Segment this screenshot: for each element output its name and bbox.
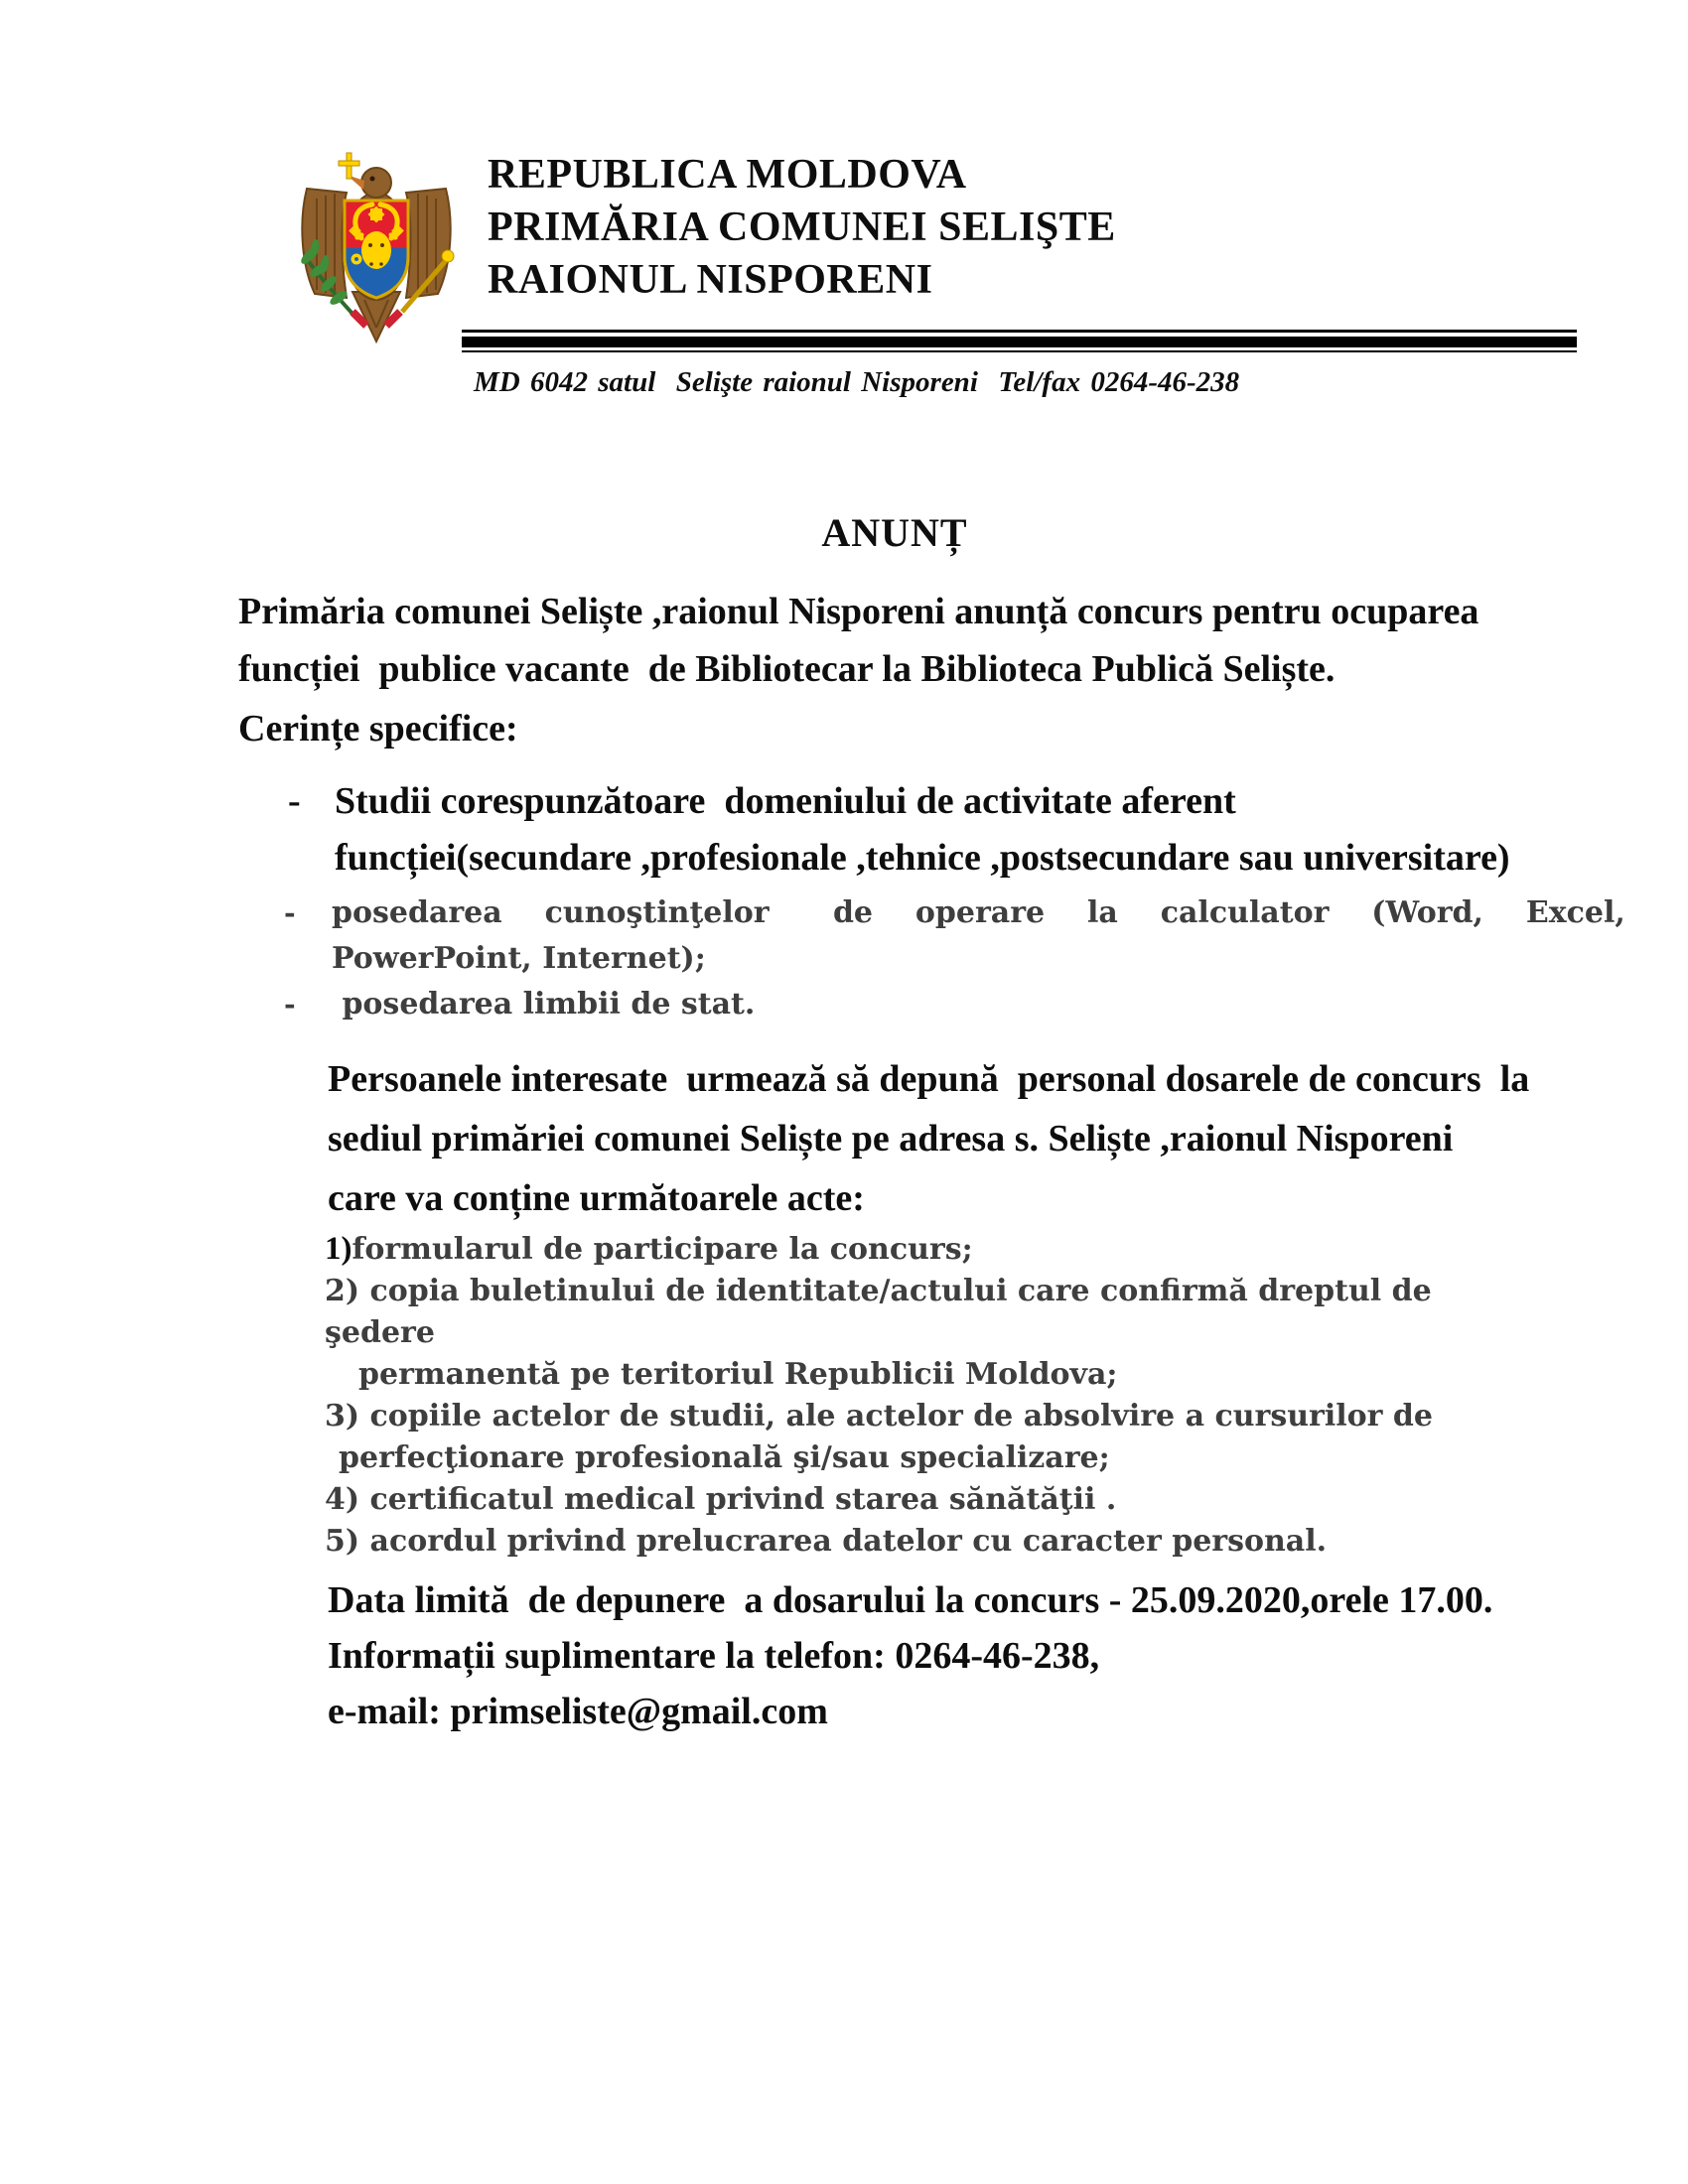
list-number: 2) [325, 1274, 360, 1308]
requirement-text [335, 773, 1510, 887]
requirement-text [332, 890, 1625, 982]
list-text: copia buletinului de identitate/actului care confirmă dreptul de şedere [325, 1274, 1443, 1350]
list-text: copiile actelor de studii, ale actelor de absolvire a cursurilor de [359, 1399, 1433, 1433]
intro-line-1: Primăria comunei Seliște ,raionul Nisporeni anunță concurs pentru ocuparea [238, 591, 1479, 632]
org-title-block [488, 145, 1116, 307]
list-text: certificatul medical privind starea sănătăţii . [359, 1482, 1117, 1517]
submission-line-1: Persoanele interesate urmează să depună personal dosarele de concurs la [328, 1058, 1530, 1100]
contact-block [328, 1572, 1551, 1739]
submission-line-2: sediul primăriei comunei Seliște pe adresa s. Seliște ,raionul Nisporeni [328, 1118, 1454, 1160]
requirement-text [332, 982, 755, 1027]
list-number: 4) [325, 1482, 360, 1517]
list-item-2 [325, 1271, 1551, 1354]
org-district: RAIONUL NISPORENI [488, 257, 933, 303]
list-text: perfecţionare profesională şi/sau specializare; [339, 1440, 1110, 1475]
list-item-2-cont [325, 1354, 1551, 1396]
requirement-item-2 [238, 890, 1625, 982]
intro-paragraph [238, 583, 1551, 698]
announcement-body [238, 509, 1625, 1739]
requirement-line: PowerPoint, Internet); [332, 941, 706, 976]
email-line: e-mail: primseliste@gmail.com [328, 1691, 828, 1732]
letterhead-rule [462, 330, 1577, 352]
org-country: REPUBLICA MOLDOVA [488, 152, 967, 198]
phone-line: Informații suplimentare la telefon: 0264-46-238, [328, 1635, 1100, 1677]
dash-marker: - [284, 988, 296, 1021]
dash-marker: - [288, 780, 301, 822]
requirement-line: Studii corespunzătoare domeniului de activitate aferent [335, 780, 1236, 822]
intro-line-2: funcției publice vacante de Bibliotecar la Biblioteca Publică Seliște. [238, 648, 1336, 690]
deadline-line: Data limită de depunere a dosarului la concurs - 25.09.2020,orele 17.00. [328, 1579, 1493, 1621]
list-number: 1) [325, 1231, 352, 1267]
dash-marker: - [284, 896, 296, 929]
submission-paragraph [328, 1049, 1551, 1228]
list-number: 3) [325, 1399, 360, 1433]
requirement-line: posedarea limbii de stat. [332, 987, 756, 1022]
letterhead-address: MD 6042 satul Selişte raionul Nisporeni Tel/fax 0264-46-238 [474, 366, 1240, 398]
list-item-1 [325, 1228, 1551, 1271]
list-item-4 [325, 1479, 1551, 1521]
requirement-line: posedarea cunoştinţelor de operare la calculator (Word, Excel, [332, 895, 1625, 930]
documents-list [325, 1228, 1551, 1563]
list-text: acordul privind prelucrarea datelor cu caracter personal. [359, 1524, 1328, 1559]
list-item-3 [325, 1396, 1551, 1437]
submission-line-3: care va conține următoarele acte: [328, 1177, 865, 1219]
requirement-line: funcției(secundare ,profesionale ,tehnice ,postsecundare sau universitare) [335, 837, 1510, 879]
requirement-item-1 [238, 773, 1551, 887]
requirements-heading: Cerințe specifice: [238, 708, 518, 750]
letterhead [0, 0, 1688, 345]
list-text: permanentă pe teritoriul Republicii Moldova; [358, 1357, 1118, 1392]
requirement-item-3 [238, 982, 1551, 1027]
page-title: ANUNȚ [821, 510, 968, 555]
org-name: PRIMĂRIA COMUNEI SELIŞTE [488, 205, 1116, 250]
moldova-coat-of-arms-icon [291, 145, 462, 345]
list-number: 5) [325, 1524, 360, 1559]
list-item-5 [325, 1521, 1551, 1563]
list-text: formularul de participare la concurs; [352, 1232, 973, 1267]
list-item-3-cont [325, 1437, 1551, 1479]
letterhead-rule-thick [462, 337, 1577, 347]
